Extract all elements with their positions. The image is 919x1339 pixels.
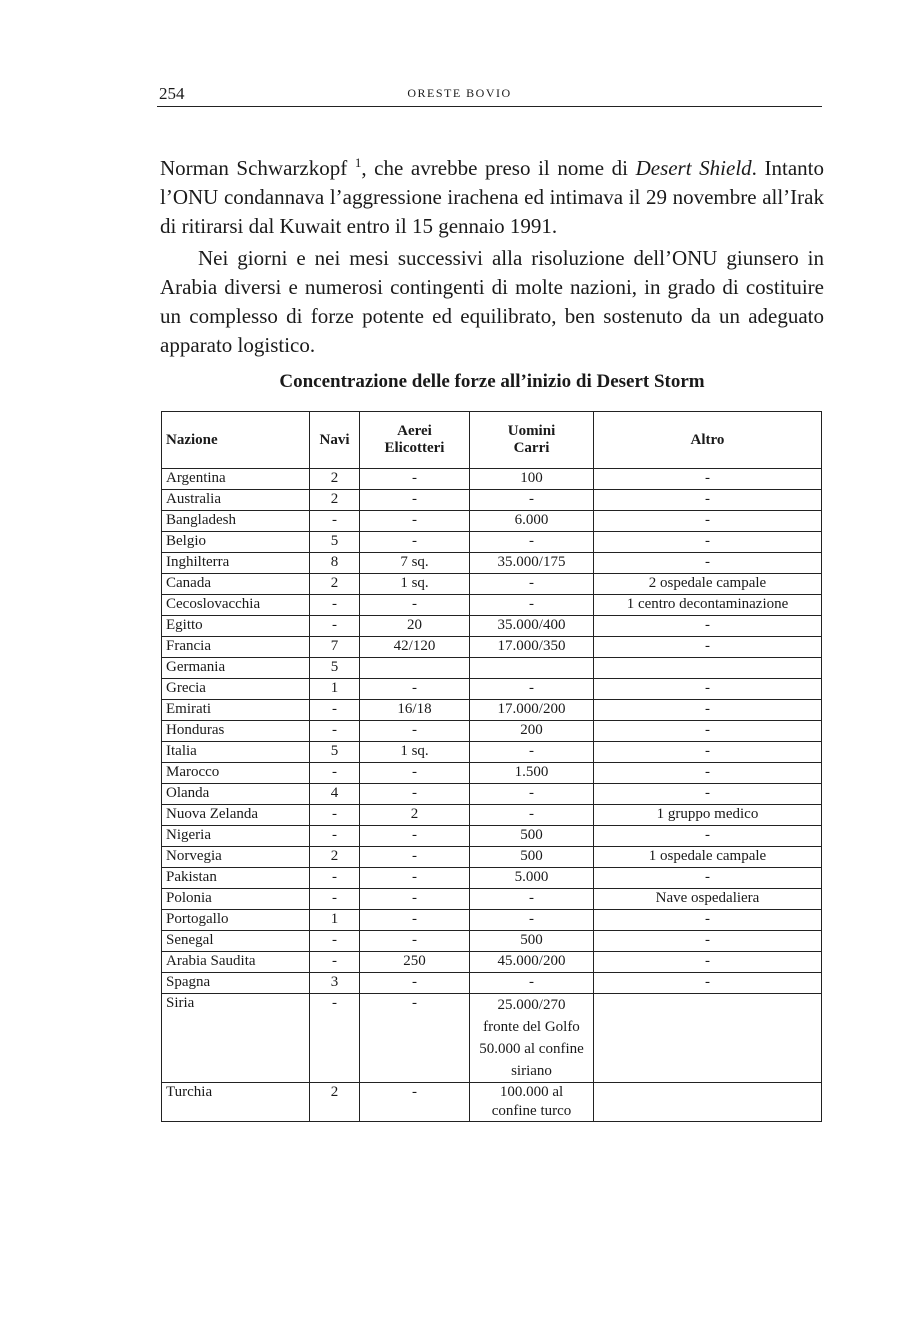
cell-nazione: Polonia <box>162 889 310 910</box>
cell-uomini: - <box>470 973 594 994</box>
cell-altro: - <box>594 700 822 721</box>
cell-nazione: Turchia <box>162 1083 310 1122</box>
p1-text-a: Norman Schwarzkopf <box>160 156 355 180</box>
cell-aerei <box>360 658 470 679</box>
cell-navi: - <box>310 931 360 952</box>
cell-uomini-line: fronte del Golfo <box>483 1019 580 1035</box>
cell-navi: - <box>310 889 360 910</box>
cell-altro <box>594 1083 822 1122</box>
cell-uomini: 45.000/200 <box>470 952 594 973</box>
table-row <box>162 616 822 637</box>
cell-nazione: Grecia <box>162 679 310 700</box>
table-row <box>162 574 822 595</box>
header-altro: Altro <box>594 412 822 469</box>
cell-altro: - <box>594 721 822 742</box>
cell-altro: - <box>594 532 822 553</box>
table-row <box>162 952 822 973</box>
paragraph-1 <box>160 148 824 241</box>
cell-aerei: - <box>360 931 470 952</box>
cell-uomini: - <box>470 742 594 763</box>
cell-nazione: Portogallo <box>162 910 310 931</box>
cell-altro: - <box>594 868 822 889</box>
cell-aerei: - <box>360 595 470 616</box>
cell-navi: 3 <box>310 973 360 994</box>
cell-navi: 5 <box>310 658 360 679</box>
cell-navi: 2 <box>310 574 360 595</box>
cell-aerei: 250 <box>360 952 470 973</box>
cell-altro: - <box>594 469 822 490</box>
cell-navi: - <box>310 868 360 889</box>
table-row <box>162 763 822 784</box>
table-title: Concentrazione delle forze all’inizio di Desert Storm <box>279 371 705 392</box>
cell-uomini: - <box>470 805 594 826</box>
cell-navi: 5 <box>310 742 360 763</box>
table-row <box>162 784 822 805</box>
cell-nazione: Australia <box>162 490 310 511</box>
cell-nazione: Germania <box>162 658 310 679</box>
table-row <box>162 742 822 763</box>
header-nazione: Nazione <box>162 412 310 469</box>
cell-navi: 1 <box>310 679 360 700</box>
cell-altro: 2 ospedale campale <box>594 574 822 595</box>
cell-altro: - <box>594 763 822 784</box>
header-navi: Navi <box>310 412 360 469</box>
cell-altro: - <box>594 553 822 574</box>
table-row-siria <box>162 994 822 1083</box>
cell-aerei: - <box>360 469 470 490</box>
cell-aerei: - <box>360 532 470 553</box>
table-row <box>162 847 822 868</box>
cell-nazione: Senegal <box>162 931 310 952</box>
cell-aerei: - <box>360 763 470 784</box>
cell-aerei: - <box>360 1083 470 1122</box>
cell-altro <box>594 994 822 1083</box>
table-row <box>162 805 822 826</box>
cell-navi: 2 <box>310 490 360 511</box>
cell-navi: - <box>310 826 360 847</box>
cell-navi: - <box>310 805 360 826</box>
table-row-turchia <box>162 1083 822 1122</box>
cell-navi: - <box>310 763 360 784</box>
cell-nazione: Norvegia <box>162 847 310 868</box>
cell-altro: 1 gruppo medico <box>594 805 822 826</box>
cell-navi: - <box>310 994 360 1083</box>
table-row <box>162 658 822 679</box>
table-row <box>162 469 822 490</box>
header-uomini <box>470 412 594 469</box>
table-row <box>162 532 822 553</box>
cell-navi: - <box>310 595 360 616</box>
cell-uomini <box>470 994 594 1083</box>
cell-aerei: - <box>360 784 470 805</box>
cell-uomini: - <box>470 574 594 595</box>
table-header-row <box>162 412 822 469</box>
cell-navi: - <box>310 952 360 973</box>
p1-text-c: . Intanto l’ONU condannava l’aggressione irachena ed intimava il 29 novembre all’Irak di ritirarsi dal Kuwait entro il 15 gennaio 1991. <box>160 156 825 238</box>
cell-uomini: 500 <box>470 826 594 847</box>
cell-uomini: - <box>470 490 594 511</box>
cell-aerei: - <box>360 847 470 868</box>
header-uomini-line2: Carri <box>513 440 550 456</box>
cell-altro: - <box>594 931 822 952</box>
cell-aerei: - <box>360 490 470 511</box>
cell-nazione: Olanda <box>162 784 310 805</box>
table-row <box>162 826 822 847</box>
cell-uomini-line: siriano <box>511 1063 552 1079</box>
header-uomini-line1: Uomini <box>507 423 556 439</box>
cell-nazione: Marocco <box>162 763 310 784</box>
cell-navi: 2 <box>310 1083 360 1122</box>
cell-nazione: Francia <box>162 637 310 658</box>
table-row <box>162 721 822 742</box>
cell-altro: - <box>594 490 822 511</box>
cell-nazione: Inghilterra <box>162 553 310 574</box>
cell-nazione: Emirati <box>162 700 310 721</box>
cell-navi: 8 <box>310 553 360 574</box>
cell-uomini: 17.000/350 <box>470 637 594 658</box>
cell-navi: - <box>310 616 360 637</box>
cell-altro: - <box>594 679 822 700</box>
cell-aerei: - <box>360 868 470 889</box>
header-rule <box>157 106 822 107</box>
table-row <box>162 490 822 511</box>
cell-uomini: 17.000/200 <box>470 700 594 721</box>
cell-nazione: Pakistan <box>162 868 310 889</box>
cell-aerei: 20 <box>360 616 470 637</box>
cell-nazione: Italia <box>162 742 310 763</box>
cell-altro: - <box>594 616 822 637</box>
cell-uomini: 500 <box>470 931 594 952</box>
cell-aerei: 1 sq. <box>360 574 470 595</box>
cell-aerei: 2 <box>360 805 470 826</box>
cell-aerei: - <box>360 721 470 742</box>
cell-aerei: 42/120 <box>360 637 470 658</box>
table-row <box>162 511 822 532</box>
cell-nazione: Egitto <box>162 616 310 637</box>
cell-navi: - <box>310 721 360 742</box>
cell-uomini: 5.000 <box>470 868 594 889</box>
cell-uomini-line: confine turco <box>491 1103 572 1119</box>
table-row <box>162 931 822 952</box>
cell-aerei: - <box>360 910 470 931</box>
table-row <box>162 973 822 994</box>
cell-navi: - <box>310 700 360 721</box>
cell-altro: Nave ospedaliera <box>594 889 822 910</box>
cell-nazione: Siria <box>162 994 310 1083</box>
footnote-marker[interactable]: 1 <box>354 155 362 170</box>
cell-uomini: 100 <box>470 469 594 490</box>
cell-uomini: - <box>470 595 594 616</box>
cell-nazione: Belgio <box>162 532 310 553</box>
header-aerei <box>360 412 470 469</box>
cell-altro: - <box>594 511 822 532</box>
cell-altro: - <box>594 784 822 805</box>
cell-uomini <box>470 658 594 679</box>
cell-nazione: Cecoslovacchia <box>162 595 310 616</box>
cell-aerei: - <box>360 511 470 532</box>
cell-altro: 1 ospedale campale <box>594 847 822 868</box>
cell-altro: - <box>594 637 822 658</box>
running-head: ORESTE BOVIO <box>407 86 512 100</box>
header-aerei-line1: Aerei <box>397 423 432 439</box>
cell-navi: 2 <box>310 847 360 868</box>
table-row <box>162 868 822 889</box>
cell-navi: 5 <box>310 532 360 553</box>
page-number: 254 <box>159 84 185 103</box>
cell-nazione: Honduras <box>162 721 310 742</box>
cell-uomini <box>470 1083 594 1122</box>
cell-uomini: 1.500 <box>470 763 594 784</box>
cell-aerei: - <box>360 679 470 700</box>
paragraph-2: Nei giorni e nei mesi successivi alla risoluzione dell’ONU giunsero in Arabia diversi e numerosi contingenti di molte nazioni, in grado di costituire un complesso di forze potente ed equilibrato, ben sostenuto da un adeguato apparato logistico. <box>160 246 824 357</box>
cell-uomini-line: 50.000 al confine <box>479 1041 584 1057</box>
cell-uomini: - <box>470 679 594 700</box>
cell-uomini: 35.000/175 <box>470 553 594 574</box>
table-row <box>162 910 822 931</box>
forces-table <box>161 411 822 1122</box>
cell-aerei: - <box>360 994 470 1083</box>
cell-uomini: 200 <box>470 721 594 742</box>
cell-altro: - <box>594 826 822 847</box>
table-row <box>162 553 822 574</box>
header-aerei-line2: Elicotteri <box>384 440 445 456</box>
cell-nazione: Arabia Saudita <box>162 952 310 973</box>
cell-nazione: Spagna <box>162 973 310 994</box>
cell-aerei: - <box>360 826 470 847</box>
cell-aerei: 1 sq. <box>360 742 470 763</box>
cell-uomini-line: 25.000/270 <box>497 997 566 1013</box>
cell-nazione: Bangladesh <box>162 511 310 532</box>
cell-altro: 1 centro decontaminazione <box>594 595 822 616</box>
cell-nazione: Argentina <box>162 469 310 490</box>
cell-uomini: 500 <box>470 847 594 868</box>
cell-uomini: - <box>470 910 594 931</box>
cell-uomini: - <box>470 532 594 553</box>
cell-navi: 2 <box>310 469 360 490</box>
table-row <box>162 889 822 910</box>
table-row <box>162 595 822 616</box>
cell-uomini: 6.000 <box>470 511 594 532</box>
table-body <box>162 469 822 1122</box>
cell-aerei: - <box>360 889 470 910</box>
cell-uomini: - <box>470 784 594 805</box>
cell-navi: 4 <box>310 784 360 805</box>
table-row <box>162 700 822 721</box>
cell-altro: - <box>594 952 822 973</box>
cell-navi: 1 <box>310 910 360 931</box>
p1-text-b: , che avrebbe preso il nome di <box>361 156 636 180</box>
cell-aerei: 16/18 <box>360 700 470 721</box>
cell-altro: - <box>594 973 822 994</box>
cell-altro: - <box>594 742 822 763</box>
cell-navi: - <box>310 511 360 532</box>
cell-aerei: - <box>360 973 470 994</box>
cell-uomini-line: 100.000 al <box>499 1084 564 1100</box>
cell-aerei: 7 sq. <box>360 553 470 574</box>
table-row <box>162 679 822 700</box>
cell-nazione: Nigeria <box>162 826 310 847</box>
p1-italic-title: Desert Shield <box>635 156 752 180</box>
table-row <box>162 637 822 658</box>
cell-altro <box>594 658 822 679</box>
cell-nazione: Nuova Zelanda <box>162 805 310 826</box>
cell-nazione: Canada <box>162 574 310 595</box>
cell-navi: 7 <box>310 637 360 658</box>
cell-uomini: 35.000/400 <box>470 616 594 637</box>
cell-uomini: - <box>470 889 594 910</box>
cell-altro: - <box>594 910 822 931</box>
